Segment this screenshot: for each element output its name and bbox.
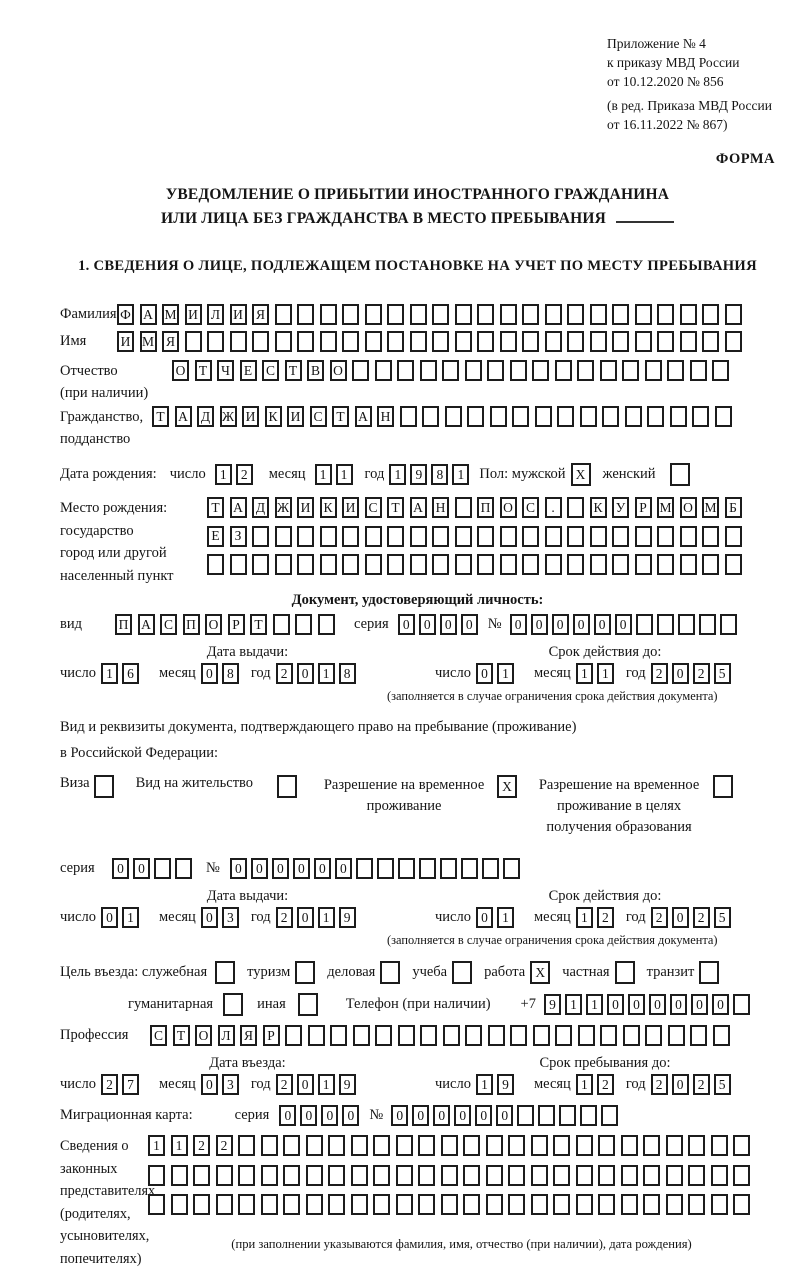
mig-series-cells[interactable]: 0 0 0 0 <box>279 1105 363 1126</box>
doc-number-sign: № <box>487 616 502 632</box>
representatives-row2-cells[interactable] <box>148 1165 756 1186</box>
business-label: деловая <box>327 964 376 980</box>
birthplace-row3-cells[interactable] <box>207 554 747 575</box>
name-label: Имя <box>60 333 87 349</box>
mig-series-label: серия <box>234 1107 270 1123</box>
stay-day-cells[interactable]: 1 9 <box>476 1074 518 1095</box>
edition-line-2: от 16.11.2022 № 867) <box>607 117 728 132</box>
visa-item <box>60 775 114 798</box>
patronymic-label: Отчество (при наличии) <box>60 363 149 401</box>
surname-label: Фамилия <box>60 306 117 322</box>
gender-female-label: женский <box>602 466 656 482</box>
tourism-label: туризм <box>247 964 291 980</box>
residence-permit-item <box>136 775 297 798</box>
birth-month-cells[interactable]: 1 1 <box>315 464 357 485</box>
residence-permit-checkbox[interactable] <box>277 775 297 798</box>
mig-number-cells[interactable]: 0 0 0 0 0 0 <box>391 1105 622 1126</box>
stay-year-cells[interactable]: 2 0 2 5 <box>651 1074 735 1095</box>
doc-series-cells[interactable]: 0 0 0 0 <box>398 614 482 635</box>
entry-dates-row <box>60 1055 775 1095</box>
doc-valid-note: (заполняется в случае ограничения срока действия документа) <box>387 689 718 703</box>
edition-line-1: (в ред. Приказа МВД России <box>607 98 772 113</box>
entry-day-cells[interactable]: 2 7 <box>101 1074 143 1095</box>
purpose-tourism-checkbox[interactable] <box>295 961 315 984</box>
phone-label: Телефон (при наличии) <box>345 996 491 1012</box>
residence-series-row <box>60 858 775 879</box>
appendix-block <box>607 34 775 169</box>
patronymic-row <box>60 360 775 404</box>
identity-doc-heading: Документ, удостоверяющий личность: <box>291 592 544 608</box>
section1-heading: 1. СВЕДЕНИЯ О ЛИЦЕ, ПОДЛЕЖАЩЕМ ПОСТАНОВКЕ НА УЧЕТ ПО МЕСТУ ПРЕБЫВАНИЯ <box>78 258 757 274</box>
phone-prefix: +7 <box>520 996 536 1012</box>
birthplace-cells-column <box>207 497 775 583</box>
entry-date-half: Дата въезда: число 2 7 месяц 0 3 год 2 0 1 9 <box>60 1055 435 1095</box>
birthplace-label: Место рождения: государство город или другой населенный пункт <box>60 500 174 584</box>
stay-month-cells[interactable]: 1 2 <box>576 1074 618 1095</box>
doc-valid-day-cells[interactable]: 0 1 <box>476 663 518 684</box>
doc-valid-heading: Срок действия до: <box>548 644 662 660</box>
doc-type-label: вид <box>60 616 82 632</box>
patronymic-note: (при наличии) <box>60 385 149 401</box>
permit-row <box>60 775 775 838</box>
residence-permit-label: Вид на жительство <box>135 775 254 791</box>
purpose-other-checkbox[interactable] <box>298 993 318 1016</box>
birth-row <box>60 463 775 486</box>
purpose-private-checkbox[interactable] <box>615 961 635 984</box>
surname-row <box>60 304 775 325</box>
form-title-line1: УВЕДОМЛЕНИЕ О ПРИБЫТИИ ИНОСТРАННОГО ГРАЖДАНИНА <box>165 186 670 203</box>
doc-issue-year-cells[interactable]: 2 0 1 8 <box>276 663 360 684</box>
temp-residence-edu-item <box>533 775 733 838</box>
res-issue-month-cells[interactable]: 0 3 <box>201 907 243 928</box>
purpose-official-checkbox[interactable] <box>215 961 235 984</box>
humanitarian-row <box>128 993 775 1016</box>
res-number-sign: № <box>206 860 220 876</box>
purpose-transit-checkbox[interactable] <box>699 961 719 984</box>
visa-checkbox[interactable] <box>94 775 114 798</box>
stay-until-half: Срок пребывания до: число 1 9 месяц 1 2 год 2 0 2 5 <box>435 1055 775 1095</box>
doc-type-cells[interactable]: П А С П О Р Т <box>115 614 340 635</box>
citizenship-label: Гражданство, подданство <box>60 409 144 447</box>
doc-valid-half: Срок действия до: число 0 1 месяц 1 1 год 2 0 2 5 (заполняется в случае ограничения срока действия документа) <box>435 644 775 704</box>
stay-until-heading: Срок пребывания до: <box>539 1055 671 1071</box>
appendix-line-2: к приказу МВД России <box>607 55 740 70</box>
profession-label: Профессия <box>60 1027 129 1043</box>
res-issue-day-cells[interactable]: 0 1 <box>101 907 143 928</box>
other-label: иная <box>257 996 286 1012</box>
appendix-line-1: Приложение № 4 <box>607 36 706 51</box>
representatives-row1-cells[interactable]: 1 1 2 2 <box>148 1135 756 1156</box>
private-label: частная <box>562 964 610 980</box>
doc-number-cells[interactable]: 0 0 0 0 0 0 <box>510 614 741 635</box>
form-title-line2: ИЛИ ЛИЦА БЕЗ ГРАЖДАНСТВА В МЕСТО ПРЕБЫВАНИЯ <box>60 207 775 231</box>
profession-row <box>60 1025 775 1046</box>
birth-month-label: месяц <box>268 466 306 482</box>
res-issue-heading: Дата выдачи: <box>206 888 289 904</box>
doc-issue-half: Дата выдачи: число 1 6 месяц 0 8 год 2 0 1 8 <box>60 644 435 704</box>
form-title <box>60 183 775 231</box>
work-label: работа <box>484 964 526 980</box>
birth-day-cells[interactable]: 1 2 <box>215 464 257 485</box>
residence-doc-text: Вид и реквизиты документа, подтверждающего право на пребывание (проживание) в Российской Федерации: <box>60 719 577 761</box>
temp-residence-edu-label: Разрешение на временное проживание в целях получения образования <box>538 777 700 835</box>
residence-dates-row <box>60 888 775 948</box>
temp-residence-edu-checkbox[interactable] <box>713 775 733 798</box>
name-cells[interactable]: И М Я <box>117 331 747 352</box>
res-valid-heading: Срок действия до: <box>548 888 662 904</box>
birth-year-cells[interactable]: 1 9 8 1 <box>389 464 473 485</box>
birth-date-label: Дата рождения: <box>60 466 157 482</box>
profession-cells[interactable]: С Т О Л Я Р <box>150 1025 735 1046</box>
doc-valid-year-cells[interactable]: 2 0 2 5 <box>651 663 735 684</box>
purpose-work-checkbox[interactable]: X <box>530 961 550 984</box>
citizenship-cells[interactable]: Т А Д Ж И К И С Т А Н <box>152 406 737 427</box>
gender-male-checkbox[interactable]: X <box>571 463 591 486</box>
res-valid-day-cells[interactable]: 0 1 <box>476 907 518 928</box>
visa-label: Виза <box>60 775 90 791</box>
doc-valid-month-cells[interactable]: 1 1 <box>576 663 618 684</box>
representatives-cells-column <box>148 1135 775 1252</box>
doc-dates-row <box>60 644 775 704</box>
mig-number-sign: № <box>369 1107 384 1123</box>
entry-year-cells[interactable]: 2 0 1 9 <box>276 1074 360 1095</box>
res-series-label: серия <box>60 860 95 876</box>
gender-female-checkbox[interactable] <box>670 463 690 486</box>
migration-card-row <box>60 1105 775 1126</box>
doc-series-label: серия <box>354 616 389 632</box>
phone-cells[interactable]: 9 1 1 0 0 0 0 0 0 <box>544 994 754 1015</box>
entry-date-heading: Дата въезда: <box>209 1055 286 1071</box>
representatives-label: Сведения о законных представителях (родителях, усыновителях, попечителях) <box>60 1138 156 1267</box>
res-number-cells[interactable]: 0 0 0 0 0 0 <box>230 858 524 879</box>
entry-month-cells[interactable]: 0 3 <box>201 1074 243 1095</box>
res-valid-half: Срок действия до: число 0 1 месяц 1 2 год 2 0 2 5 (заполняется в случае ограничения срока действия документа) <box>435 888 775 948</box>
transit-label: транзит <box>646 964 695 980</box>
identity-doc-row <box>60 614 775 635</box>
migration-card-label: Миграционная карта: <box>60 1107 193 1123</box>
res-issue-half: Дата выдачи: число 0 1 месяц 0 3 год 2 0 1 9 <box>60 888 435 948</box>
purpose-humanitarian-checkbox[interactable] <box>223 993 243 1016</box>
purpose-row <box>60 961 775 984</box>
res-valid-year-cells[interactable]: 2 0 2 5 <box>651 907 735 928</box>
name-row <box>60 331 775 352</box>
birthplace-row2-cells[interactable]: Е З <box>207 526 747 547</box>
title-blank-line <box>616 221 674 223</box>
representatives-row3-cells[interactable] <box>148 1194 756 1215</box>
doc-issue-heading: Дата выдачи: <box>206 644 289 660</box>
appendix-line-3: от 10.12.2020 № 856 <box>607 74 724 89</box>
temp-residence-item <box>319 775 517 817</box>
temp-residence-label: Разрешение на временное проживание <box>323 777 485 814</box>
study-label: учеба <box>412 964 448 980</box>
res-issue-year-cells[interactable]: 2 0 1 9 <box>276 907 360 928</box>
doc-issue-day-cells[interactable]: 1 6 <box>101 663 143 684</box>
res-series-cells[interactable]: 0 0 <box>112 858 196 879</box>
birthplace-row1-cells[interactable]: Т А Д Ж И К И С Т А Н П О С . К У Р М О М Б <box>207 497 747 518</box>
purpose-label: Цель въезда: служебная <box>60 964 208 980</box>
temp-residence-checkbox[interactable]: X <box>497 775 517 798</box>
humanitarian-label: гуманитарная <box>128 996 214 1012</box>
res-valid-note: (заполняется в случае ограничения срока действия документа) <box>387 933 718 947</box>
purpose-business-checkbox[interactable] <box>380 961 400 984</box>
citizenship-row <box>60 406 775 450</box>
representatives-note: (при заполнении указываются фамилия, имя, отчество (при наличии), дата рождения) <box>231 1236 692 1251</box>
gender-male-label: Пол: мужской <box>479 466 566 482</box>
birth-day-label: число <box>169 466 206 482</box>
res-valid-month-cells[interactable]: 1 2 <box>576 907 618 928</box>
birthplace-block <box>60 497 775 587</box>
birth-year-label: год <box>364 466 385 482</box>
representatives-block <box>60 1135 775 1270</box>
patronymic-cells[interactable]: О Т Ч Е С Т В О <box>172 360 735 381</box>
doc-issue-month-cells[interactable]: 0 8 <box>201 663 243 684</box>
forma-label: ФОРМА <box>715 151 775 167</box>
surname-cells[interactable]: Ф А М И Л И Я <box>117 304 747 325</box>
purpose-study-checkbox[interactable] <box>452 961 472 984</box>
